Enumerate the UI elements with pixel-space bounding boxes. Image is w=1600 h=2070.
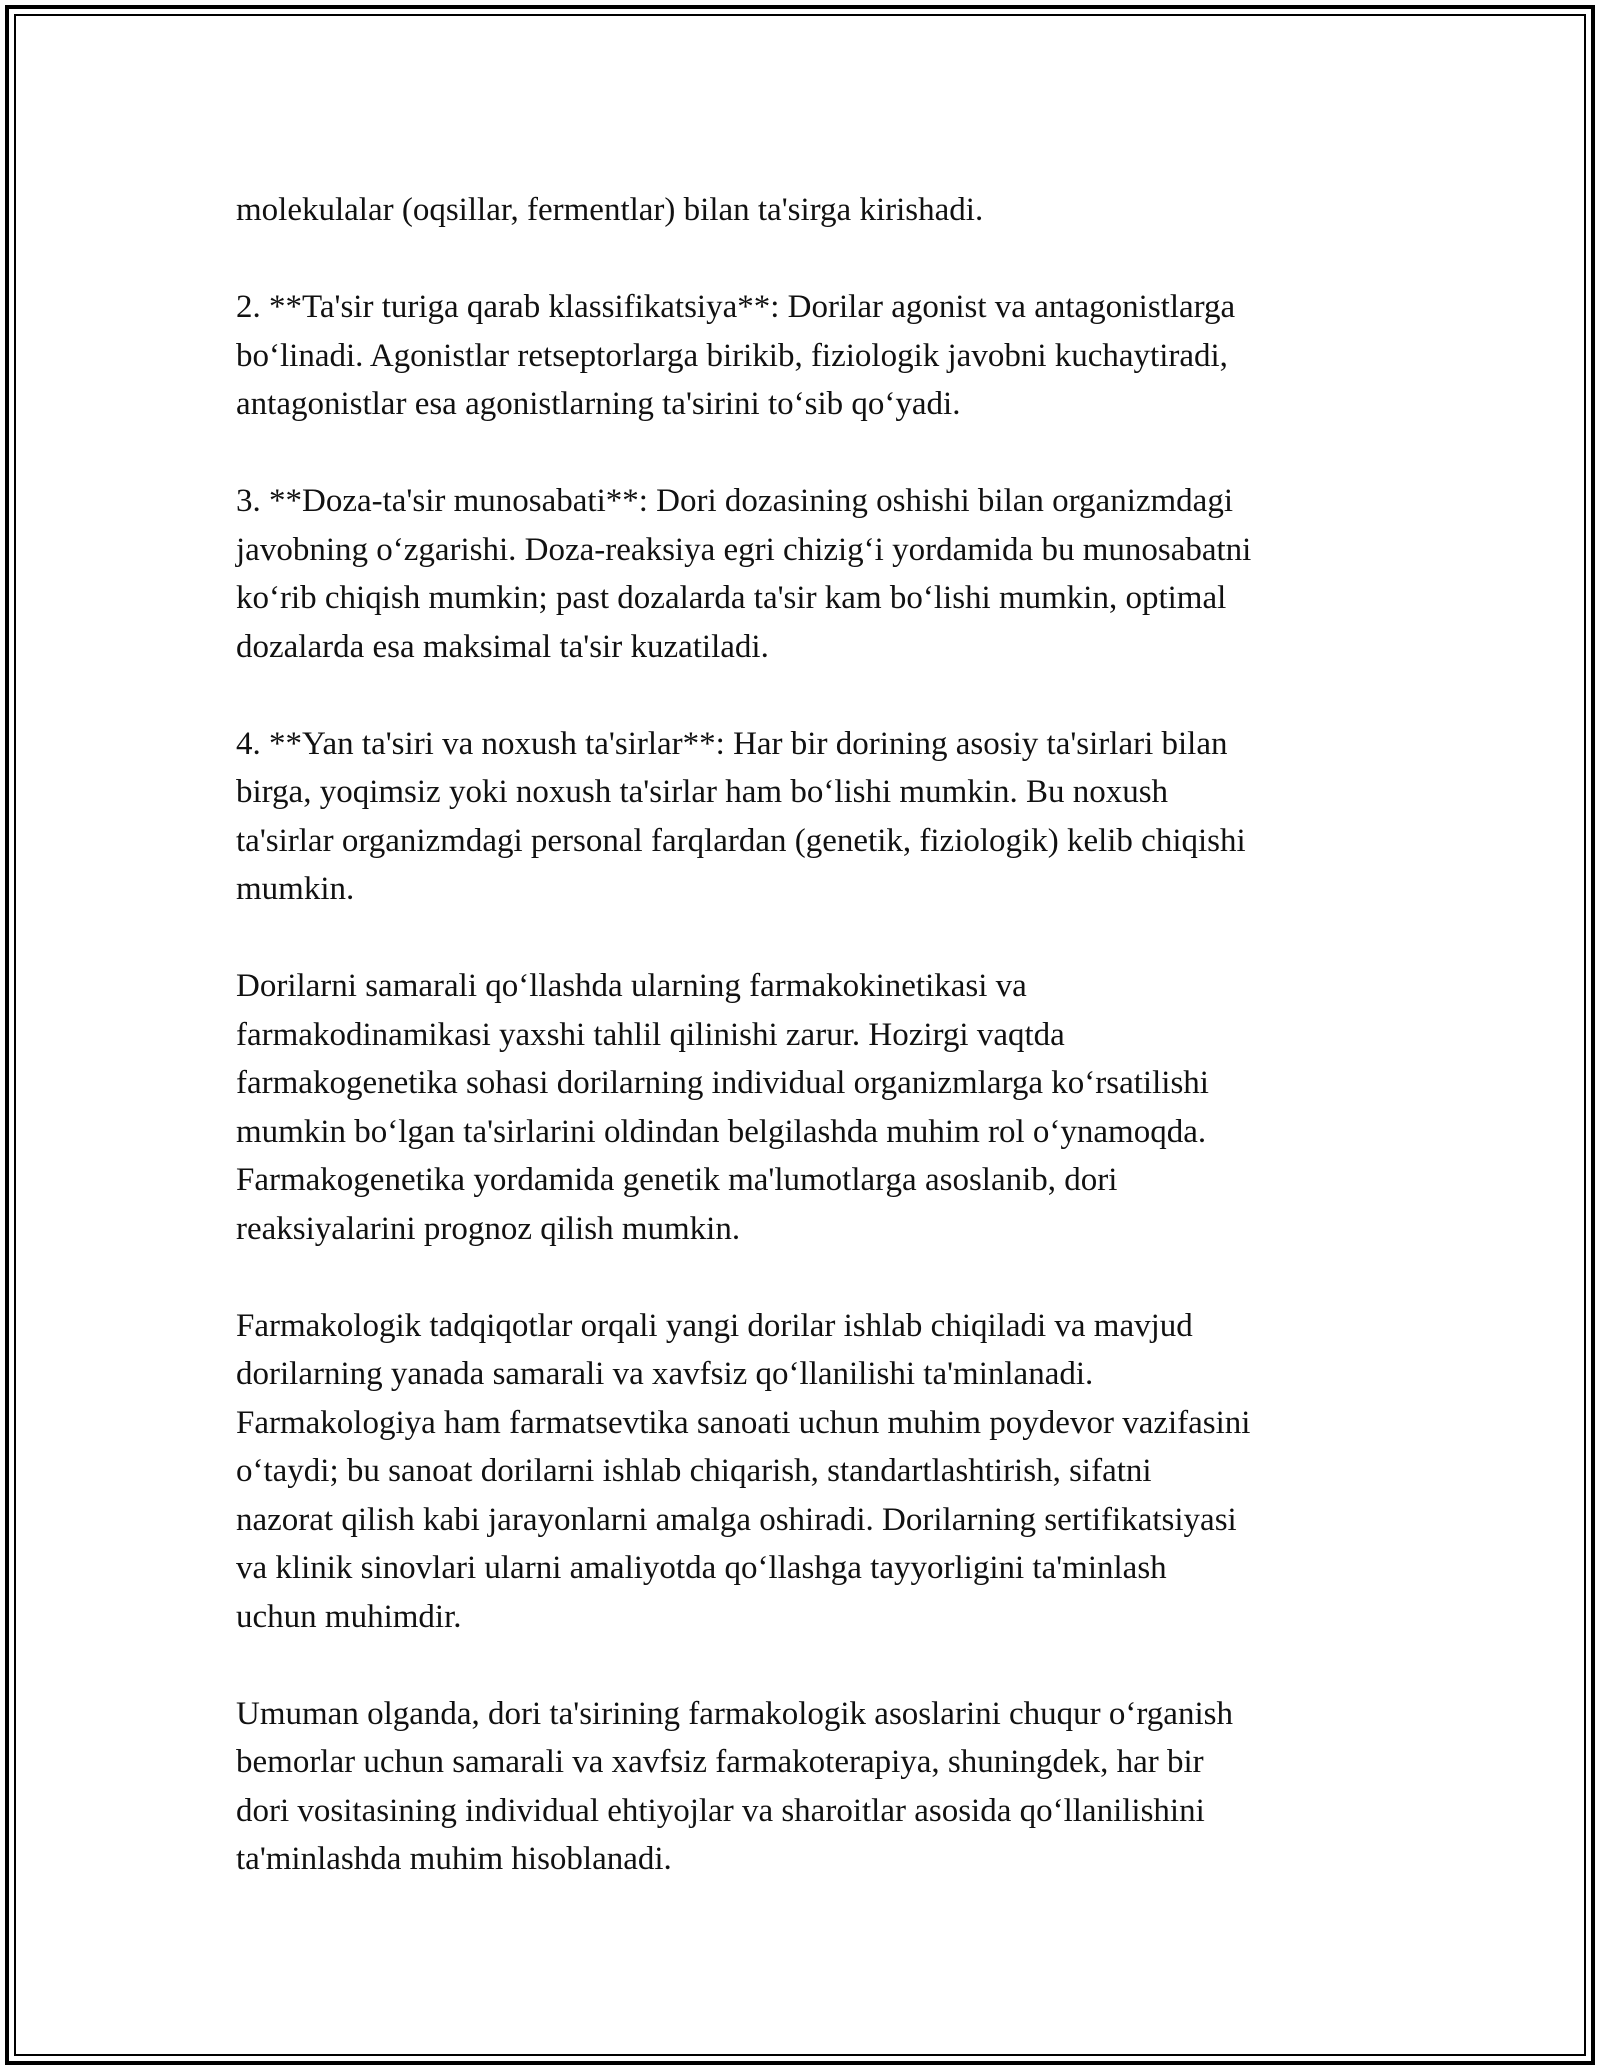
paragraph-pharmacogenetics: Dorilarni samarali qo‘llashda ularning farmakokinetikasi va farmakodinamikasi yaxshi tahlil qilinishi zarur. Hozirgi vaqtda farmakogenetika sohasi dorilarning individual organizmlarga ko‘rsatilishi mumkin bo‘lgan ta'sirlarini oldindan belgilashda muhim rol o‘ynamoqda. Farmakogenetika yordamida genetik ma'lumotlarga asoslanib, dori reaksiyalarini prognoz qilish mumkin. [236,968,1209,1247]
paragraph-item-3-dose-response: 3. **Doza-ta'sir munosabati**: Dori dozasining oshishi bilan organizmdagi javobning o‘zgarishi. Doza-reaksiya egri chizig‘i yordamida bu munosabatni ko‘rib chiqish mumkin; past dozalarda ta'sir kam bo‘lishi mumkin, optimal dozalarda esa maksimal ta'sir kuzatiladi. [236,483,1252,665]
paragraph-conclusion: Umuman olganda, dori ta'sirining farmakologik asoslarini chuqur o‘rganish bemorlar uchun samarali va xavfsiz farmakoterapiya, shuningdek, har bir dori vositasining individual ehtiyojlar va sharoitlar asosida qo‘llanilishini ta'minlashda muhim hisoblanadi. [236,1695,1233,1877]
paragraph-item-4-side-effects: 4. **Yan ta'siri va noxush ta'sirlar**: Har bir dorining asosiy ta'sirlari bilan birga, yoqimsiz yoki noxush ta'sirlar ham bo‘lishi mumkin. Bu noxush ta'sirlar organizmdagi personal farqlardan (genetik, fiziologik) kelib chiqishi mumkin. [236,725,1246,907]
paragraph-continuation: molekulalar (oqsillar, fermentlar) bilan ta'sirga kirishadi. [236,192,984,228]
document-body [236,186,1376,1884]
paragraph-item-2-classification: 2. **Ta'sir turiga qarab klassifikatsiya**: Dorilar agonist va antagonistlarga bo‘linadi. Agonistlar retseptorlarga birikib, fiziologik javobni kuchaytiradi, antagonistlar esa agonistlarning ta'sirini to‘sib qo‘yadi. [236,289,1236,422]
paragraph-pharmacological-research: Farmakologik tadqiqotlar orqali yangi dorilar ishlab chiqiladi va mavjud dorilarning yanada samarali va xavfsiz qo‘llanilishi ta'minlanadi. Farmakologiya ham farmatsevtika sanoati uchun muhim poydevor vazifasini o‘taydi; bu sanoat dorilarni ishlab chiqarish, standartlashtirish, sifatni nazorat qilish kabi jarayonlarni amalga oshiradi. Dorilarning sertifikatsiyasi va klinik sinovlari ularni amaliyotda qo‘llashga tayyorligini ta'minlash uchun muhimdir. [236,1307,1251,1635]
